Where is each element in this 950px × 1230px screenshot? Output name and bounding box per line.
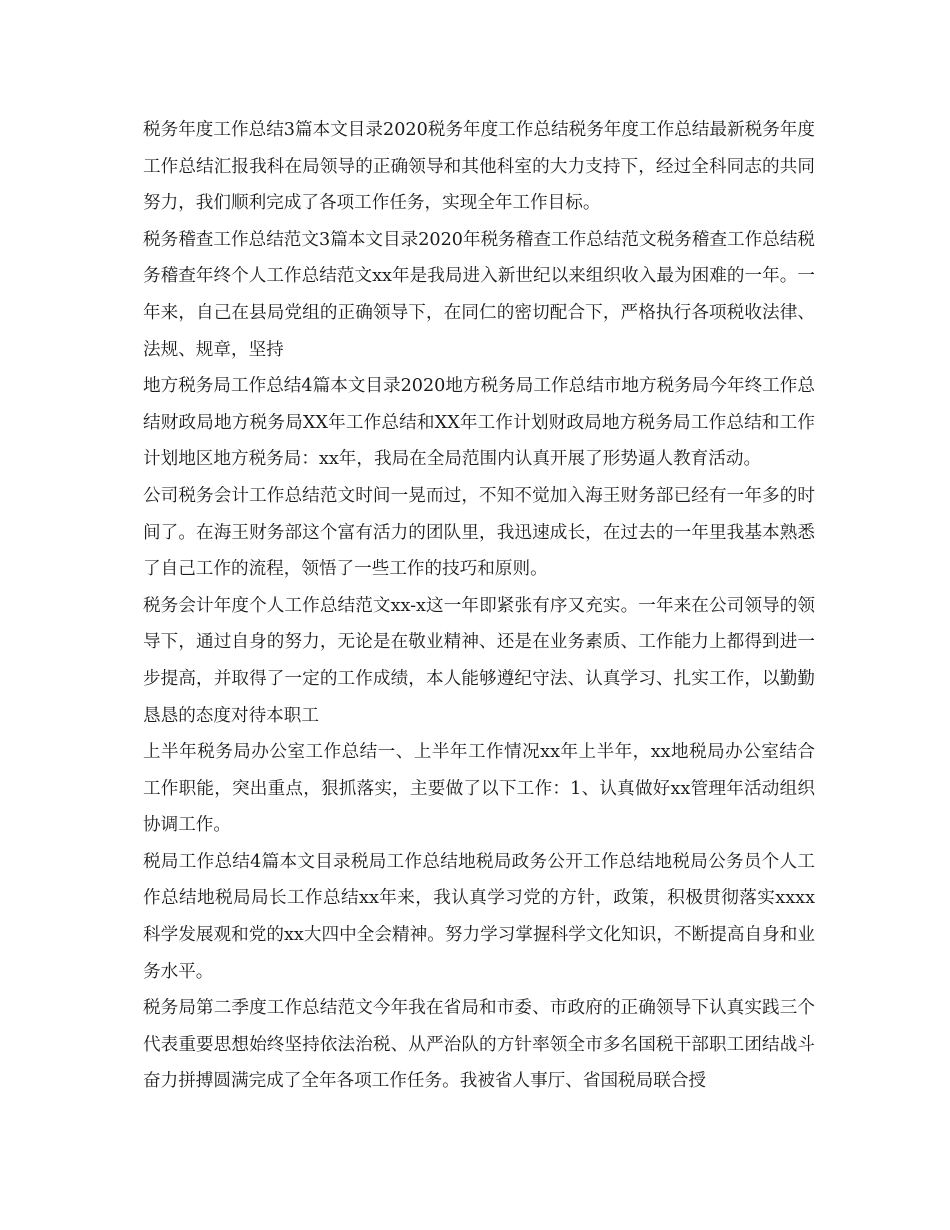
- paragraph-annual-tax-summary: 税务年度工作总结3篇本文目录2020税务年度工作总结税务年度工作总结最新税务年度工作总结汇报我科在局领导的正确领导和其他科室的大力支持下，经过全科同志的共同努力，我们顺利完成了各项工作任务，实现全年工作目标。: [143, 120, 815, 214]
- paragraph-half-year-office-summary: 上半年税务局办公室工作总结一、上半年工作情况xx年上半年，xx地税局办公室结合工作职能，突出重点，狠抓落实，主要做了以下工作：1、认真做好xx管理年活动组织协调工作。: [143, 742, 815, 836]
- paragraph-tax-accounting-personal-summary: 税务会计年度个人工作总结范文xx-x这一年即紧张有序又充实。一年来在公司领导的领导下，通过自身的努力，无论是在敬业精神、还是在业务素质、工作能力上都得到进一步提高，并取得了一定的工作成绩，本人能够遵纪守法、认真学习、扎实工作，以勤勤恳恳的态度对待本职工: [143, 595, 815, 726]
- paragraph-tax-inspection-summary: 税务稽查工作总结范文3篇本文目录2020年税务稽查工作总结范文税务稽查工作总结税务稽查年终个人工作总结范文xx年是我局进入新世纪以来组织收入最为困难的一年。一年来，自己在县局党组的正确领导下，在同仁的密切配合下，严格执行各项税收法律、法规、规章，坚持: [143, 229, 815, 360]
- paragraph-tax-office-summary: 税局工作总结4篇本文目录税局工作总结地税局政务公开工作总结地税局公务员个人工作总结地税局局长工作总结xx年来，我认真学习党的方针，政策，积极贯彻落实xxxx科学发展观和党的xx大四中全会精神。努力学习掌握科学文化知识，不断提高自身和业务水平。: [143, 851, 815, 982]
- paragraph-second-quarter-summary: 税务局第二季度工作总结范文今年我在省局和市委、市政府的正确领导下认真实践三个代表重要思想始终坚持依法治税、从严治队的方针率领全市多名国税干部职工团结战斗奋力拼搏圆满完成了全年各项工作任务。我被省人事厅、省国税局联合授: [143, 998, 815, 1092]
- document-body: [143, 112, 815, 1100]
- paragraph-company-tax-accounting-summary: 公司税务会计工作总结范文时间一晃而过，不知不觉加入海王财务部已经有一年多的时间了。在海王财务部这个富有活力的团队里，我迅速成长，在过去的一年里我基本熟悉了自己工作的流程，领悟了一些工作的技巧和原则。: [143, 485, 815, 580]
- paragraph-local-tax-bureau-summary: 地方税务局工作总结4篇本文目录2020地方税务局工作总结市地方税务局今年终工作总结财政局地方税务局XX年工作总结和XX年工作计划财政局地方税务局工作总结和工作计划地区地方税务局：xx年，我局在全局范围内认真开展了形势逼人教育活动。: [143, 376, 815, 470]
